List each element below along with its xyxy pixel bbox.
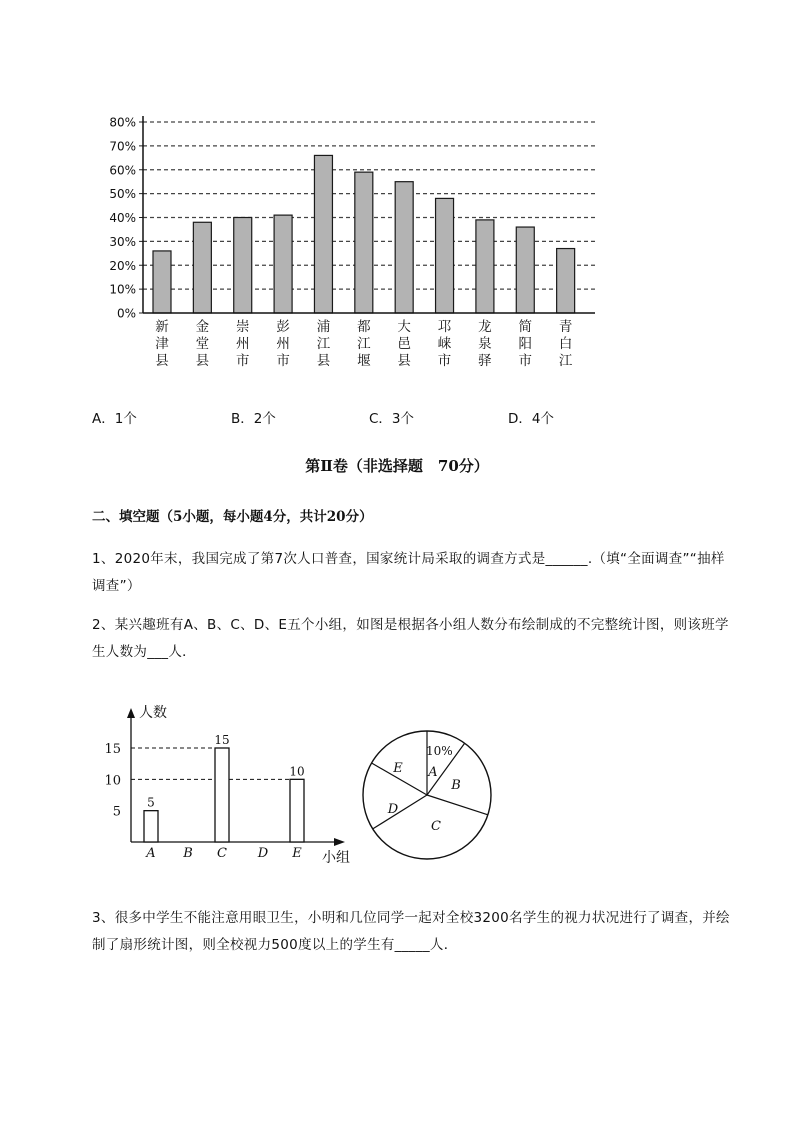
bar-新津县 (153, 251, 171, 313)
bar-彭州市 (274, 215, 292, 313)
bar-大邑县 (395, 182, 413, 313)
x-axis-label: 小组 (322, 850, 350, 866)
x-tick-label-char: 浦 (316, 319, 331, 335)
question-1: 1、2020年末，我国完成了第7次人口普查，国家统计局采取的调查方式是______.（填“全面调查”“抽样调查”） (92, 551, 725, 594)
bar-邛崃市 (436, 198, 454, 313)
choice-b[interactable]: B．2个 (231, 411, 276, 427)
pie-percent-label: 10% (426, 744, 453, 758)
y-tick-label: 10% (109, 282, 136, 297)
percentage-bar-chart (0, 0, 794, 400)
x-tick-label-char: 州 (276, 336, 290, 352)
x-tick-label-char: 市 (276, 353, 290, 369)
x-tick-label-char: 市 (518, 353, 533, 369)
group-pie-chart (355, 725, 500, 865)
x-tick-label-char: 金 (195, 319, 210, 335)
x-axis-arrow (334, 838, 345, 846)
x-tick-label-char: 江 (558, 353, 573, 369)
x-tick-label-char: 州 (235, 336, 250, 352)
bar-A (144, 811, 158, 842)
x-tick-label-char: 青 (558, 319, 573, 335)
pie-slice-label: D (387, 802, 399, 817)
x-tick-label-char: 津 (155, 336, 169, 352)
x-tick-label: B (183, 846, 193, 861)
x-tick-label-char: 市 (235, 353, 250, 369)
x-tick-label-char: 驿 (478, 353, 492, 369)
x-tick-label-char: 龙 (478, 319, 492, 335)
choice-d[interactable]: D．4个 (508, 411, 554, 427)
y-axis-arrow (127, 708, 135, 718)
bar-E (290, 779, 304, 842)
x-tick-label-char: 堰 (357, 353, 371, 369)
x-tick-label-char: 崇 (235, 319, 250, 335)
y-tick-label: 70% (109, 139, 136, 154)
y-tick-label: 80% (109, 115, 136, 130)
y-tick-label: 40% (109, 211, 136, 225)
x-tick-label: C (217, 846, 227, 861)
bar-龙泉驿 (476, 220, 494, 313)
bar-崇州市 (234, 218, 252, 314)
x-tick-label: E (292, 846, 302, 861)
x-tick-label-char: 崃 (437, 336, 452, 352)
y-tick-label: 0% (116, 306, 136, 321)
x-tick-label-char: 邑 (397, 336, 411, 352)
x-tick-label-char: 白 (558, 336, 573, 352)
pie-slice-label: A (428, 765, 438, 780)
x-tick-label-char: 县 (397, 353, 411, 369)
bar-浦江县 (314, 155, 332, 313)
x-tick-label-char: 泉 (478, 336, 492, 352)
x-tick-label: D (257, 846, 269, 861)
section-title: 第Ⅱ卷（非选择题 70分） (305, 457, 489, 475)
x-tick-label-char: 市 (437, 353, 452, 369)
bar-value-label: 5 (147, 795, 155, 810)
question-2: 2、某兴趣班有A、B、C、D、E五个小组，如图是根据各小组人数分布绘制成的不完整统计图，则该班学生人数为___人． (92, 617, 729, 660)
answer-choices (92, 407, 692, 429)
y-tick-label: 20% (109, 258, 136, 273)
pie-slice-label: C (431, 819, 441, 834)
x-tick-label-char: 江 (316, 336, 331, 352)
x-tick-label-char: 县 (155, 353, 169, 369)
y-tick-label: 60% (109, 163, 136, 178)
bar-C (215, 748, 229, 842)
x-tick-label-char: 堂 (195, 336, 210, 352)
bar-青白江 (557, 249, 575, 313)
part-title: 二、填空题（5小题，每小题4分，共计20分） (92, 509, 373, 525)
y-tick-label: 15 (104, 742, 121, 757)
x-tick-label-char: 都 (357, 319, 371, 335)
choice-c[interactable]: C．3个 (369, 411, 415, 427)
group-bar-chart (100, 700, 370, 870)
y-tick-label: 50% (109, 187, 136, 202)
bar-value-label: 15 (214, 733, 230, 747)
bar-金堂县 (193, 222, 211, 313)
x-tick-label-char: 简 (518, 319, 533, 335)
bar-简阳市 (516, 227, 534, 313)
y-tick-label: 5 (112, 804, 121, 820)
choice-a[interactable]: A．1个 (92, 411, 137, 427)
pie-slice-label: B (451, 778, 461, 793)
x-tick-label-char: 县 (195, 353, 210, 369)
x-tick-label-char: 彭 (276, 319, 290, 335)
bar-都江堰 (355, 172, 373, 313)
x-tick-label-char: 大 (397, 319, 411, 335)
x-tick-label: A (146, 846, 156, 861)
x-tick-label-char: 县 (316, 353, 331, 369)
y-tick-label: 30% (109, 234, 136, 249)
x-tick-label-char: 邛 (437, 319, 452, 335)
y-tick-labels (109, 116, 143, 321)
x-tick-label-char: 江 (357, 336, 371, 352)
bar-value-label: 10 (289, 764, 305, 779)
question-3: 3、很多中学生不能注意用眼卫生，小明和几位同学一起对全校3200名学生的视力状况进行了调查，并绘制了扇形统计图，则全校视力500度以上的学生有_____人． (92, 910, 730, 953)
y-tick-label: 10 (104, 773, 121, 789)
x-tick-labels (155, 318, 573, 369)
x-tick-label-char: 阳 (518, 336, 533, 352)
y-axis-label: 人数 (139, 705, 167, 721)
pie-slice-label: E (393, 761, 403, 776)
x-tick-label-char: 新 (155, 319, 169, 335)
